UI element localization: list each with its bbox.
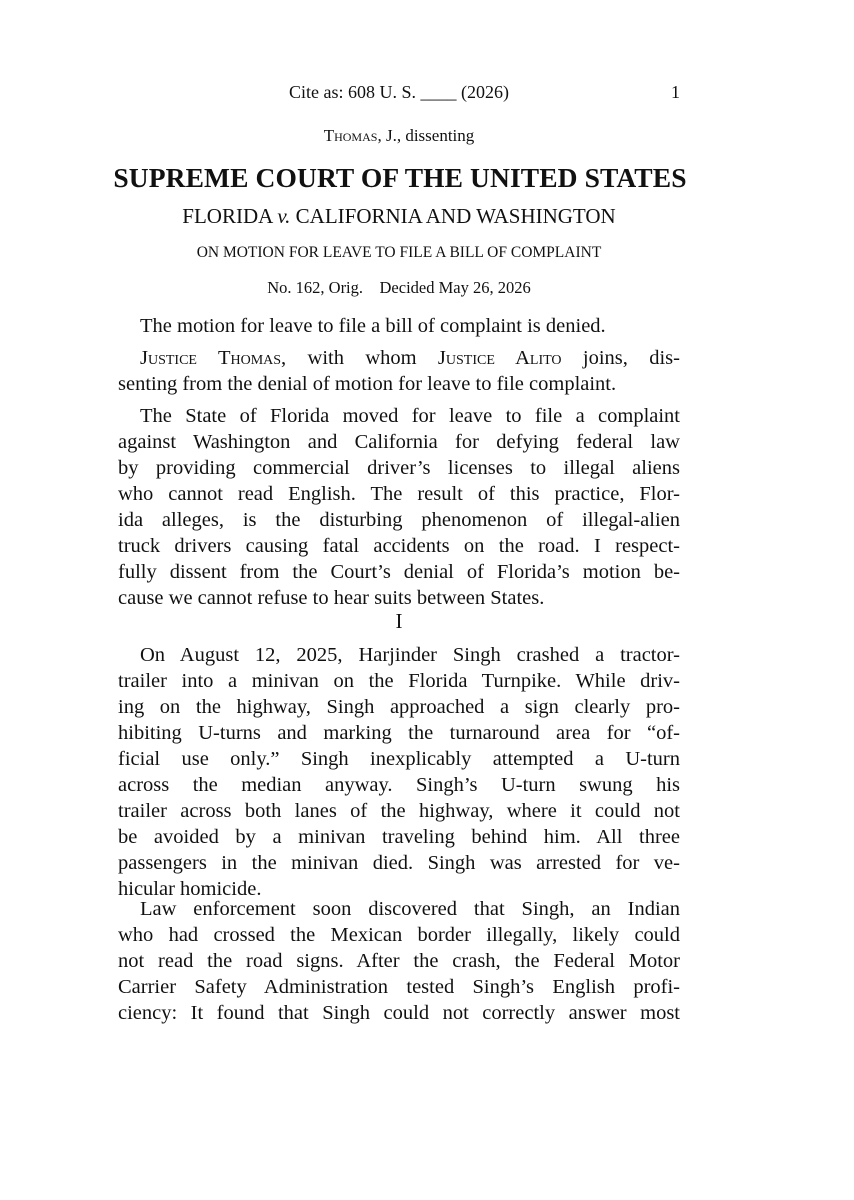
text-line: hicular homicide. (118, 878, 262, 900)
section-1-paragraph-1 (118, 642, 680, 902)
text-line: ida alleges, is the disturbing phenomenon of illegal-alien (118, 509, 680, 531)
party-a: FLORIDA (182, 204, 273, 228)
text-line: ing on the highway, Singh approached a sign clearly pro- (118, 696, 680, 718)
text-line: Justice Thomas, with whom Justice Alito joins, dis- (140, 347, 680, 369)
running-head (118, 82, 680, 106)
text-line: who cannot read English. The result of this practice, Flor- (118, 483, 680, 505)
text-line: not read the road signs. After the crash, the Federal Motor (118, 950, 680, 972)
text-line: ficial use only.” Singh inexplicably attempted a U-turn (118, 748, 680, 770)
party-b: CALIFORNIA AND WASHINGTON (295, 204, 616, 228)
author-name: Thomas (323, 126, 378, 145)
text-line: passengers in the minivan died. Singh was arrested for ve- (118, 852, 680, 874)
opinion-author-line (118, 126, 680, 146)
text-line: On August 12, 2025, Harjinder Singh crashed a tractor- (140, 644, 680, 666)
court-title: SUPREME COURT OF THE UNITED STATES (113, 162, 687, 193)
procedural-posture: ON MOTION FOR LEAVE TO FILE A BILL OF COMPLAINT (196, 244, 602, 261)
justice-name: Justice Alito (437, 347, 562, 369)
text-line: who had crossed the Mexican border illegally, likely could (118, 924, 680, 946)
dissent-intro-paragraph (118, 345, 680, 397)
section-1-paragraph-2 (118, 896, 680, 1026)
author-suffix: , J., dissenting (377, 126, 475, 145)
text-line: ciency: It found that Singh could not correctly answer most (118, 1002, 680, 1024)
order-paragraph (118, 313, 680, 339)
section-heading: I (395, 609, 403, 633)
text-line: across the median anyway. Singh’s U-turn swung his (118, 774, 680, 796)
text-line: trailer into a minivan on the Florida Turnpike. While driv- (118, 670, 680, 692)
text-line: Carrier Safety Administration tested Singh’s English profi- (118, 976, 680, 998)
text-line: trailer across both lanes of the highway, where it could not (118, 800, 680, 822)
text-line: be avoided by a minivan traveling behind him. All three (118, 826, 680, 848)
case-caption (118, 204, 680, 229)
text-line: Law enforcement soon discovered that Singh, an Indian (140, 898, 680, 920)
text-line: hibiting U-turns and marking the turnaround area for “of- (118, 722, 680, 744)
justice-name: Justice Thomas (140, 347, 282, 369)
docket-line: No. 162, Orig. Decided May 26, 2026 (267, 278, 531, 297)
page-number: 1 (671, 82, 680, 102)
citation-line: Cite as: 608 U. S. ____ (2026) (289, 82, 509, 102)
text-line: cause we cannot refuse to hear suits between States. (118, 587, 545, 609)
text-line: by providing commercial driver’s licenses to illegal aliens (118, 457, 680, 479)
text-line: The State of Florida moved for leave to file a complaint (140, 405, 680, 427)
text-line: fully dissent from the Court’s denial of Florida’s motion be- (118, 561, 680, 583)
text-line: The motion for leave to file a bill of complaint is denied. (140, 315, 606, 337)
text-line: senting from the denial of motion for leave to file complaint. (118, 373, 617, 395)
intro-paragraph (118, 403, 680, 611)
text-line: truck drivers causing fatal accidents on the road. I respect- (118, 535, 680, 557)
versus: v. (277, 204, 291, 228)
text-line: against Washington and California for defying federal law (118, 431, 680, 453)
